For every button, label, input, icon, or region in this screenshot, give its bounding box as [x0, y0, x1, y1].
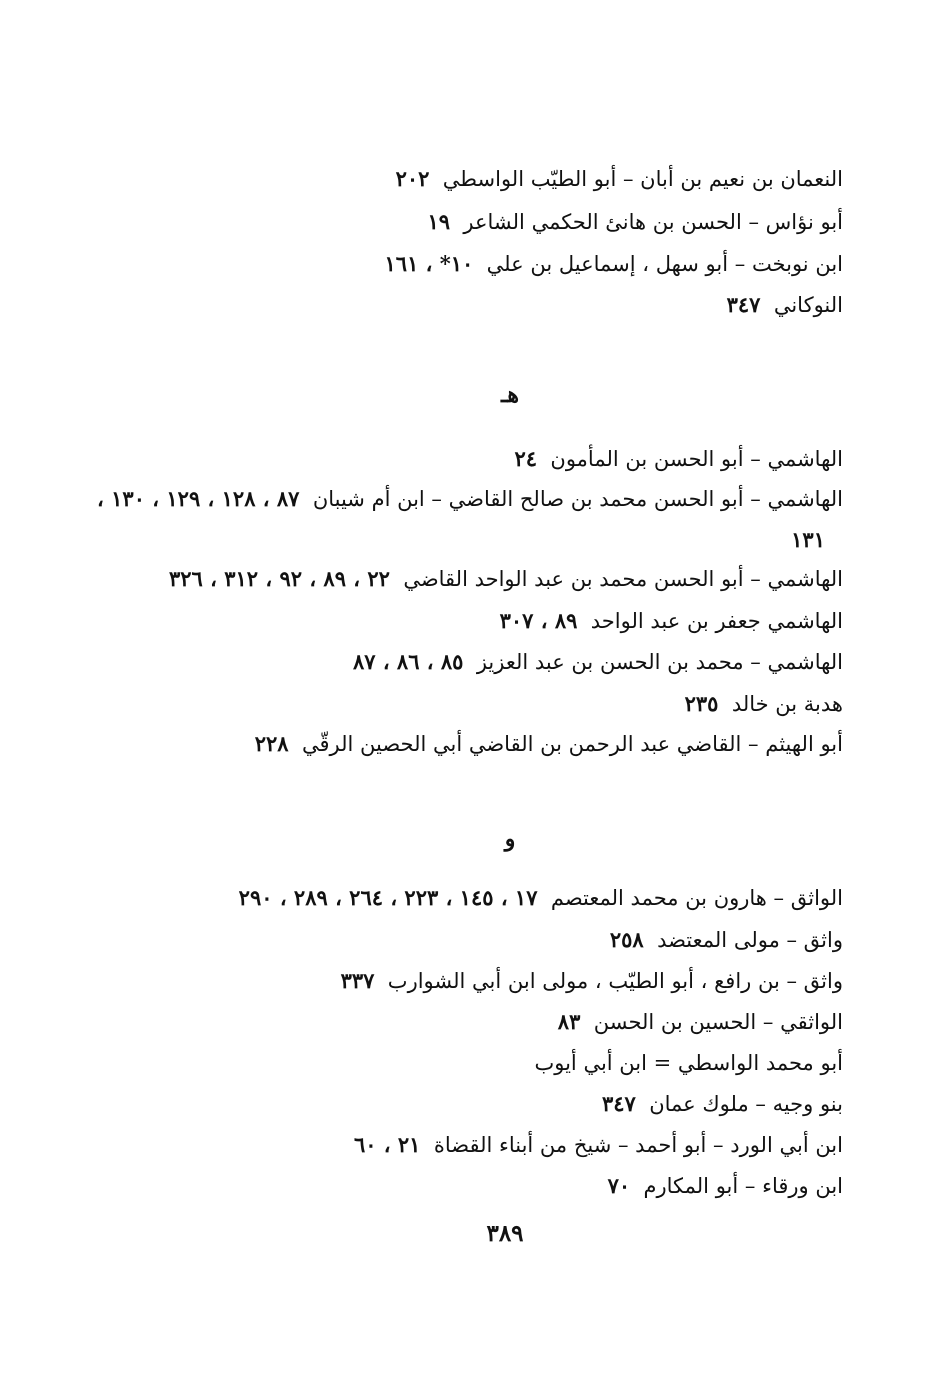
entry-text: بنو وجيه – ملوك عمان [649, 1092, 843, 1116]
index-entry [385, 249, 843, 279]
entry-pages: ٨٩ ، ٣٠٧ [499, 608, 578, 633]
entry-pages: ٢٢ ، ٨٩ ، ٩٢ ، ٣١٢ ، ٣٢٦ [168, 566, 390, 591]
entry-pages: ٢١ ، ٦٠ [353, 1132, 421, 1157]
entry-text: هدبة بن خالد [731, 692, 843, 716]
index-entry [341, 966, 843, 996]
entry-text: ابن نوبخت – أبو سهل ، إسماعيل بن علي [486, 252, 843, 276]
index-entry [427, 207, 843, 237]
entry-pages: ١٣١ [791, 527, 825, 552]
entry-text: الهاشمي – أبو الحسن بن المأمون [550, 447, 843, 471]
index-entry [97, 484, 843, 514]
entry-text: أبو نؤاس – الحسن بن هانئ الحكمي الشاعر [463, 210, 843, 234]
section-letter-ha: هـ [500, 382, 520, 408]
entry-pages: ٨٣ [557, 1009, 581, 1034]
entry-text: النعمان بن نعيم بن أبان – أبو الطيّب الواسطي [442, 167, 843, 191]
index-entry [685, 689, 843, 719]
entry-text: النوكاني [773, 293, 843, 317]
index-entry [534, 1048, 843, 1078]
entry-pages: ١٠* ، ١٦١ [384, 251, 474, 276]
entry-text: ابن ورقاء – أبو المكارم [643, 1174, 843, 1198]
entry-text: واثق – مولى المعتضد [657, 928, 843, 952]
entry-pages: ٢٣٥ [684, 691, 719, 716]
index-entry [353, 647, 843, 677]
entry-pages: ٢٢٨ [254, 731, 289, 756]
index-entry [602, 1089, 843, 1119]
index-entry [396, 164, 843, 194]
entry-pages: ١٧ ، ١٤٥ ، ٢٢٣ ، ٢٦٤ ، ٢٨٩ ، ٢٩٠ [238, 885, 538, 910]
entry-text: الواثقي – الحسين بن الحسن [593, 1010, 843, 1034]
index-entry [500, 606, 843, 636]
index-entry [610, 925, 843, 955]
index-entry [558, 1007, 843, 1037]
entry-pages: ٣٤٧ [726, 292, 761, 317]
entry-text: واثق – بن رافع ، أبو الطيّب ، مولى ابن أبي الشوارب [387, 969, 843, 993]
entry-pages: ٣٣٧ [340, 968, 375, 993]
entry-pages: ١٩ [427, 209, 451, 234]
index-entry [514, 444, 843, 474]
entry-pages: ٣٤٧ [601, 1091, 636, 1116]
entry-text: الهاشمي جعفر بن عبد الواحد [590, 609, 843, 633]
index-entry [727, 290, 843, 320]
entry-pages: ٢٤ [514, 446, 538, 471]
index-entry [608, 1171, 843, 1201]
entry-text: أبو محمد الواسطي = ابن أبي أيوب [534, 1051, 843, 1075]
entry-text: ابن أبي الورد – أبو أحمد – شيخ من أبناء القضاة [433, 1133, 843, 1157]
index-entry [255, 729, 843, 759]
entry-text: الهاشمي – أبو الحسن محمد بن عبد الواحد القاضي [403, 567, 843, 591]
index-entry [169, 564, 843, 594]
section-letter-waw: و [504, 826, 516, 852]
entry-pages: ٧٠ [607, 1173, 631, 1198]
entry-pages: ٨٥ ، ٨٦ ، ٨٧ [352, 649, 464, 674]
entry-text: الواثق – هارون بن محمد المعتصم [550, 886, 843, 910]
entry-text: الهاشمي – أبو الحسن محمد بن صالح القاضي – ابن أم شيبان [312, 487, 843, 511]
index-entry [239, 883, 843, 913]
index-entry-continuation [791, 525, 825, 555]
entry-pages: ٨٧ ، ١٢٨ ، ١٢٩ ، ١٣٠ ، [97, 486, 300, 511]
entry-pages: ٢٥٨ [609, 927, 644, 952]
entry-pages: ٢٠٢ [395, 166, 430, 191]
entry-text: أبو الهيثم – القاضي عبد الرحمن بن القاضي أبي الحصين الرقّي [301, 732, 843, 756]
index-entry [354, 1130, 843, 1160]
page-number: ٣٨٩ [486, 1220, 524, 1247]
entry-text: الهاشمي – محمد بن الحسن بن عبد العزيز [476, 650, 843, 674]
